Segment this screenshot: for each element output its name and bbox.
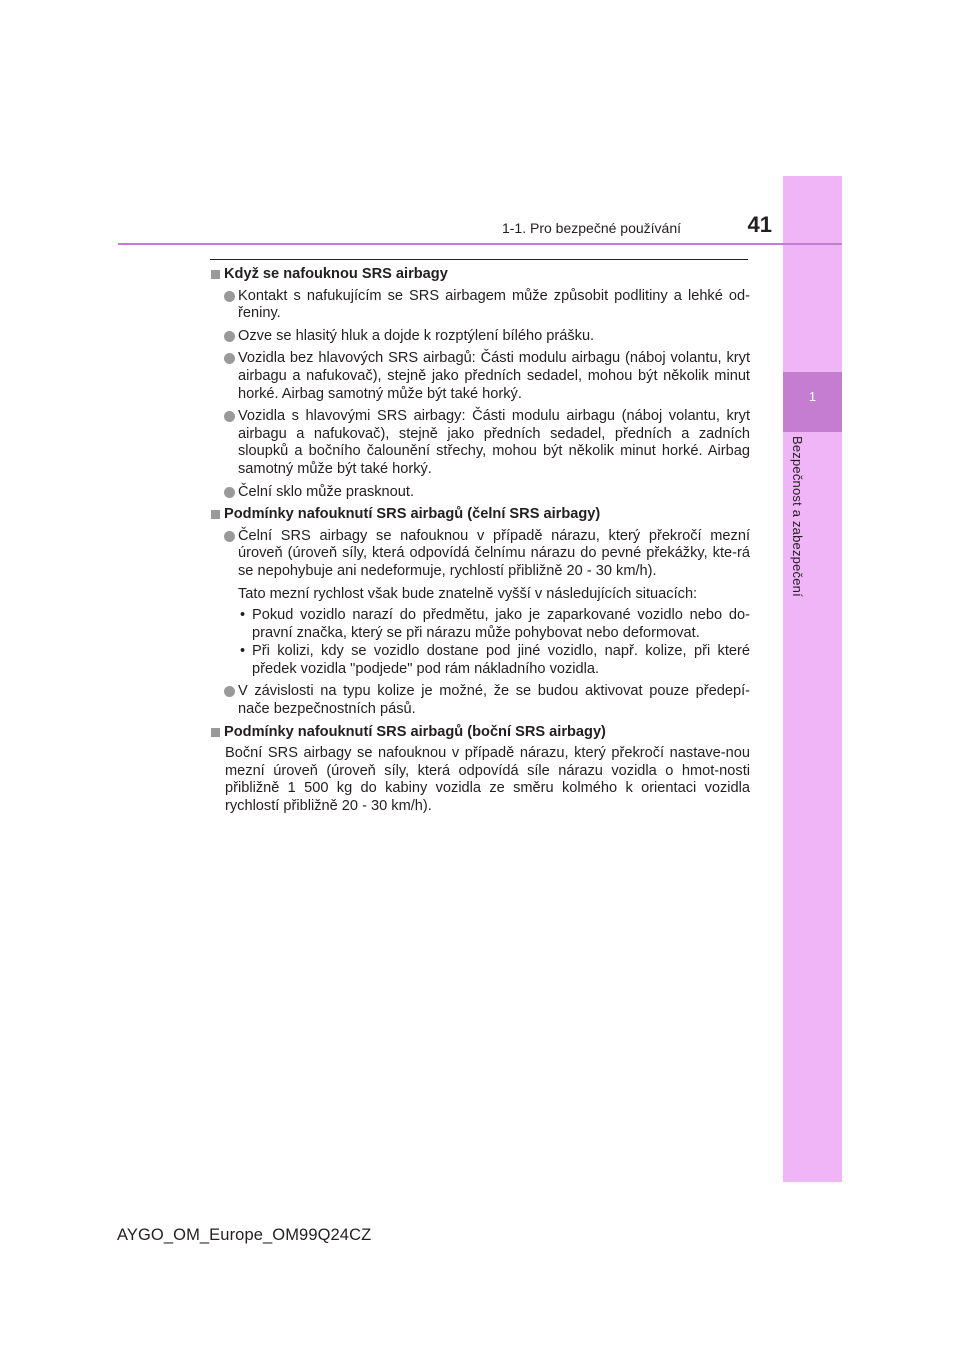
circle-bullet-icon: [224, 686, 235, 697]
square-bullet-icon: [211, 510, 220, 519]
chapter-number: 1: [808, 389, 817, 404]
bullet-item: Kontakt s nafukujícím se SRS airbagem může způsobit podlitiny a lehké od-řeniny.: [210, 288, 750, 323]
circle-bullet-icon: [224, 531, 235, 542]
circle-bullet-icon: [224, 291, 235, 302]
bullet-item: Čelní sklo může prasknout.: [210, 484, 750, 502]
header-rule: [118, 243, 842, 245]
section-heading: Podmínky nafouknutí SRS airbagů (boční SRS airbagy): [210, 724, 750, 742]
circle-bullet-icon: [224, 411, 235, 422]
circle-bullet-icon: [224, 331, 235, 342]
document-footer: AYGO_OM_Europe_OM99Q24CZ: [117, 1226, 372, 1244]
sub-item: • Při kolizi, kdy se vozidlo dostane pod jiné vozidlo, např. kolize, při které předek vozidla "podjede" pod rám nákladního vozidla.: [240, 643, 750, 677]
bullet-item: Vozidla bez hlavových SRS airbagů: Části modulu airbagu (náboj volantu, kryt airbagu a nafukovač), stejně jako předních sedadel, mohou být několik minut horké. Airbag samotný může být také horký.: [210, 350, 750, 403]
sub-item: • Pokud vozidlo narazí do předmětu, jako je zaparkované vozidlo nebo do-pravní značka, který se při nárazu může pohybovat nebo deformovat.: [240, 607, 750, 641]
bullet-item: Čelní SRS airbagy se nafouknou v případě nárazu, který překročí mezní úroveň (úroveň síly, která odpovídá čelnímu nárazu do pevné překážky, kte-rá se nepohybuje ani nedeformuje, rychlostí přibližně 20 - 30 km/h).: [210, 528, 750, 581]
section-heading: Podmínky nafouknutí SRS airbagů (čelní SRS airbagy): [210, 506, 750, 524]
circle-bullet-icon: [224, 353, 235, 364]
chapter-title: Bezpečnost a zabezpečení: [790, 436, 805, 597]
paragraph: Tato mezní rychlost však bude znatelně vyšší v následujících situacích:: [238, 585, 698, 602]
dot-marker-icon: •: [240, 643, 246, 660]
square-bullet-icon: [211, 728, 220, 737]
bullet-item: Ozve se hlasitý hluk a dojde k rozptýlení bílého prášku.: [210, 328, 750, 346]
bullet-item: V závislosti na typu kolize je možné, že se budou aktivovat pouze předepí-nače bezpečnostních pásů.: [210, 683, 750, 718]
square-bullet-icon: [211, 270, 220, 279]
bullet-item: Vozidla s hlavovými SRS airbagy: Části modulu airbagu (náboj volantu, kryt airbagu a nafukovač), stejně jako předních sedadel, předních a zadních sloupků a bočního čalounění střechy, mohou být několik minut horké. Airbag samotný může být také horký.: [210, 408, 750, 478]
page-number: 41: [747, 212, 772, 237]
dot-marker-icon: •: [240, 607, 246, 624]
paragraph: Boční SRS airbagy se nafouknou v případě nárazu, který překročí nastave-nou mezní úroveň (úroveň síly, která odpovídá síle nárazu vozidla o hmot-nosti přibližně 1 500 kg do kabiny vozidla ze směru kolmého k orientaci vozidla rychlostí přibližně 20 - 30 km/h).: [225, 745, 750, 815]
circle-bullet-icon: [224, 487, 235, 498]
section-heading: Když se nafouknou SRS airbagy: [210, 266, 750, 284]
content-top-rule: [210, 259, 748, 260]
page-content: [210, 266, 750, 816]
chapter-side-tab: [783, 176, 842, 1182]
section-header: 1-1. Pro bezpečné používání: [501, 220, 681, 236]
